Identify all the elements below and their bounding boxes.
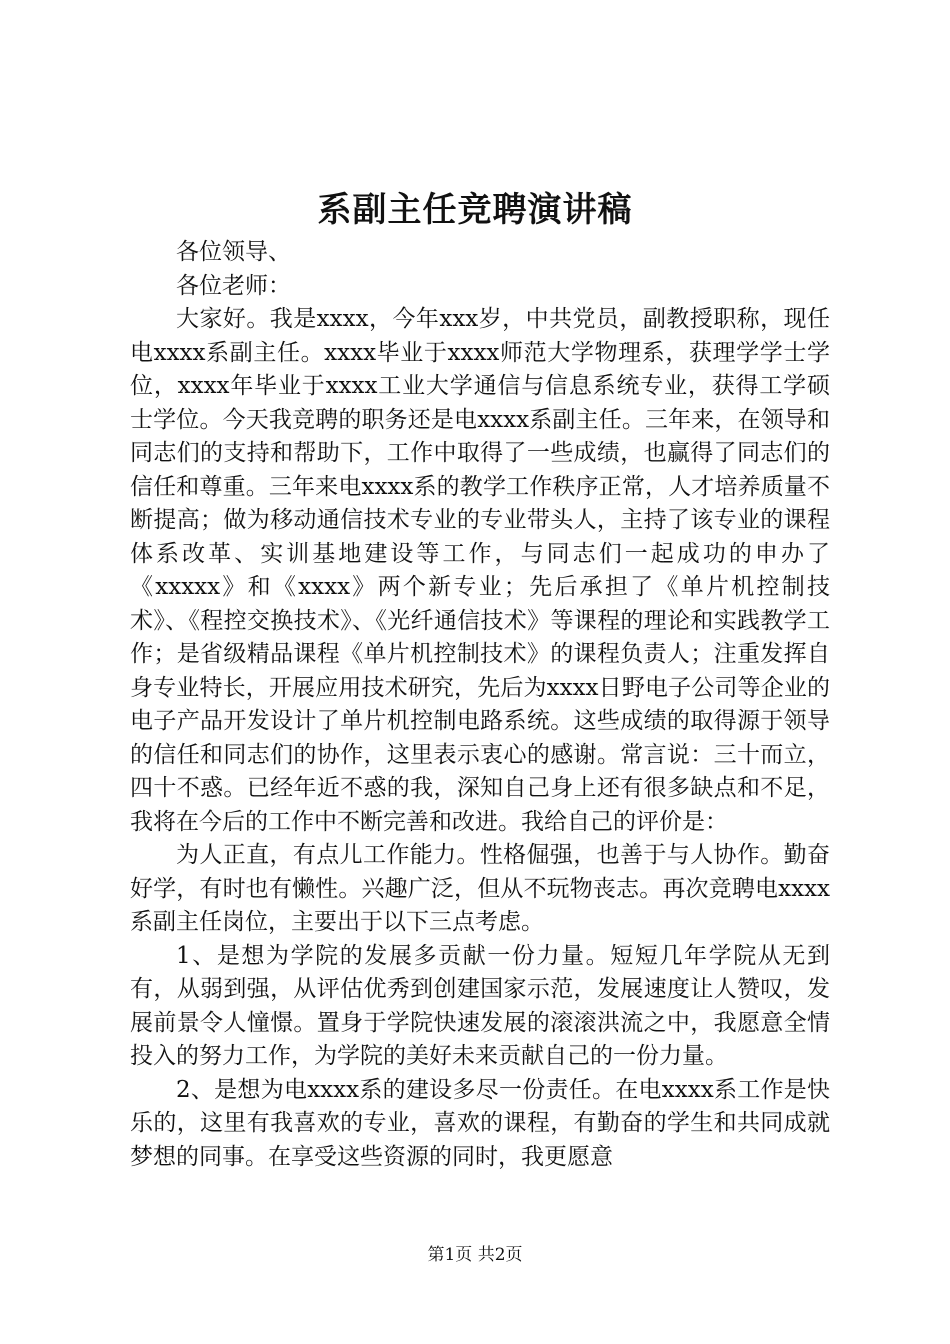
paragraph-introduction: 大家好。我是xxxx，今年xxx岁，中共党员，副教授职称，现任电xxxx系副主任。xxxx毕业于xxxx师范大学物理系，获理学学士学位，xxxx年毕业于xxxx工业大学通信与信息系统专业，获得工学硕士学位。今天我竞聘的职务还是电xxxx系副主任。三年来，在领导和同志们的支持和帮助下，工作中取得了一些成绩，也赢得了同志们的信任和尊重。三年来电xxxx系的教学工作秩序正常，人才培养质量不断提高；做为移动通信技术专业的专业带头人，主持了该专业的课程体系改革、实训基地建设等工作，与同志们一起成功的申办了《xxxxx》和《xxxx》两个新专业；先后承担了《单片机控制技术》、《程控交换技术》、《光纤通信技术》等课程的理论和实践教学工作；是省级精品课程《单片机控制技术》的课程负责人；注重发挥自身专业特长，开展应用技术研究，先后为xxxx日野电子公司等企业的电子产品开发设计了单片机控制电路系统。这些成绩的取得源于领导的信任和同志们的协作，这里表示衷心的感谢。常言说：三十而立，四十不惑。已经年近不惑的我，深知自己身上还有很多缺点和不足，我将在今后的工作中不断完善和改进。我给自己的评价是： [130, 306, 830, 835]
document-title: 系副主任竞聘演讲稿 [317, 190, 633, 230]
salutation-teachers: 各位老师： [176, 272, 291, 299]
paragraph-self-evaluation: 为人正直，有点儿工作能力。性格倔强，也善于与人协作。勤奋好学，有时也有懒性。兴趣广泛，但从不玩物丧志。再次竞聘电xxxx系副主任岗位，主要出于以下三点考虑。 [130, 842, 830, 935]
paragraph-reason-2: 2、是想为电xxxx系的建设多尽一份责任。在电xxxx系工作是快乐的，这里有我喜欢的专业，喜欢的课程，有勤奋的学生和共同成就梦想的同事。在享受这些资源的同时，我更愿意 [130, 1076, 830, 1170]
paragraph-reason-1: 1、是想为学院的发展多贡献一份力量。短短几年学院从无到有，从弱到强，从评估优秀到创建国家示范，发展速度让人赞叹，发展前景令人憧憬。置身于学院快速发展的滚滚洪流之中，我愿意全情投入的努力工作，为学院的美好未来贡献自己的一份力量。 [130, 942, 830, 1069]
salutation-leaders: 各位领导、 [176, 239, 291, 265]
page-number: 第1页 共2页 [427, 1245, 523, 1265]
document-body [130, 236, 830, 1174]
